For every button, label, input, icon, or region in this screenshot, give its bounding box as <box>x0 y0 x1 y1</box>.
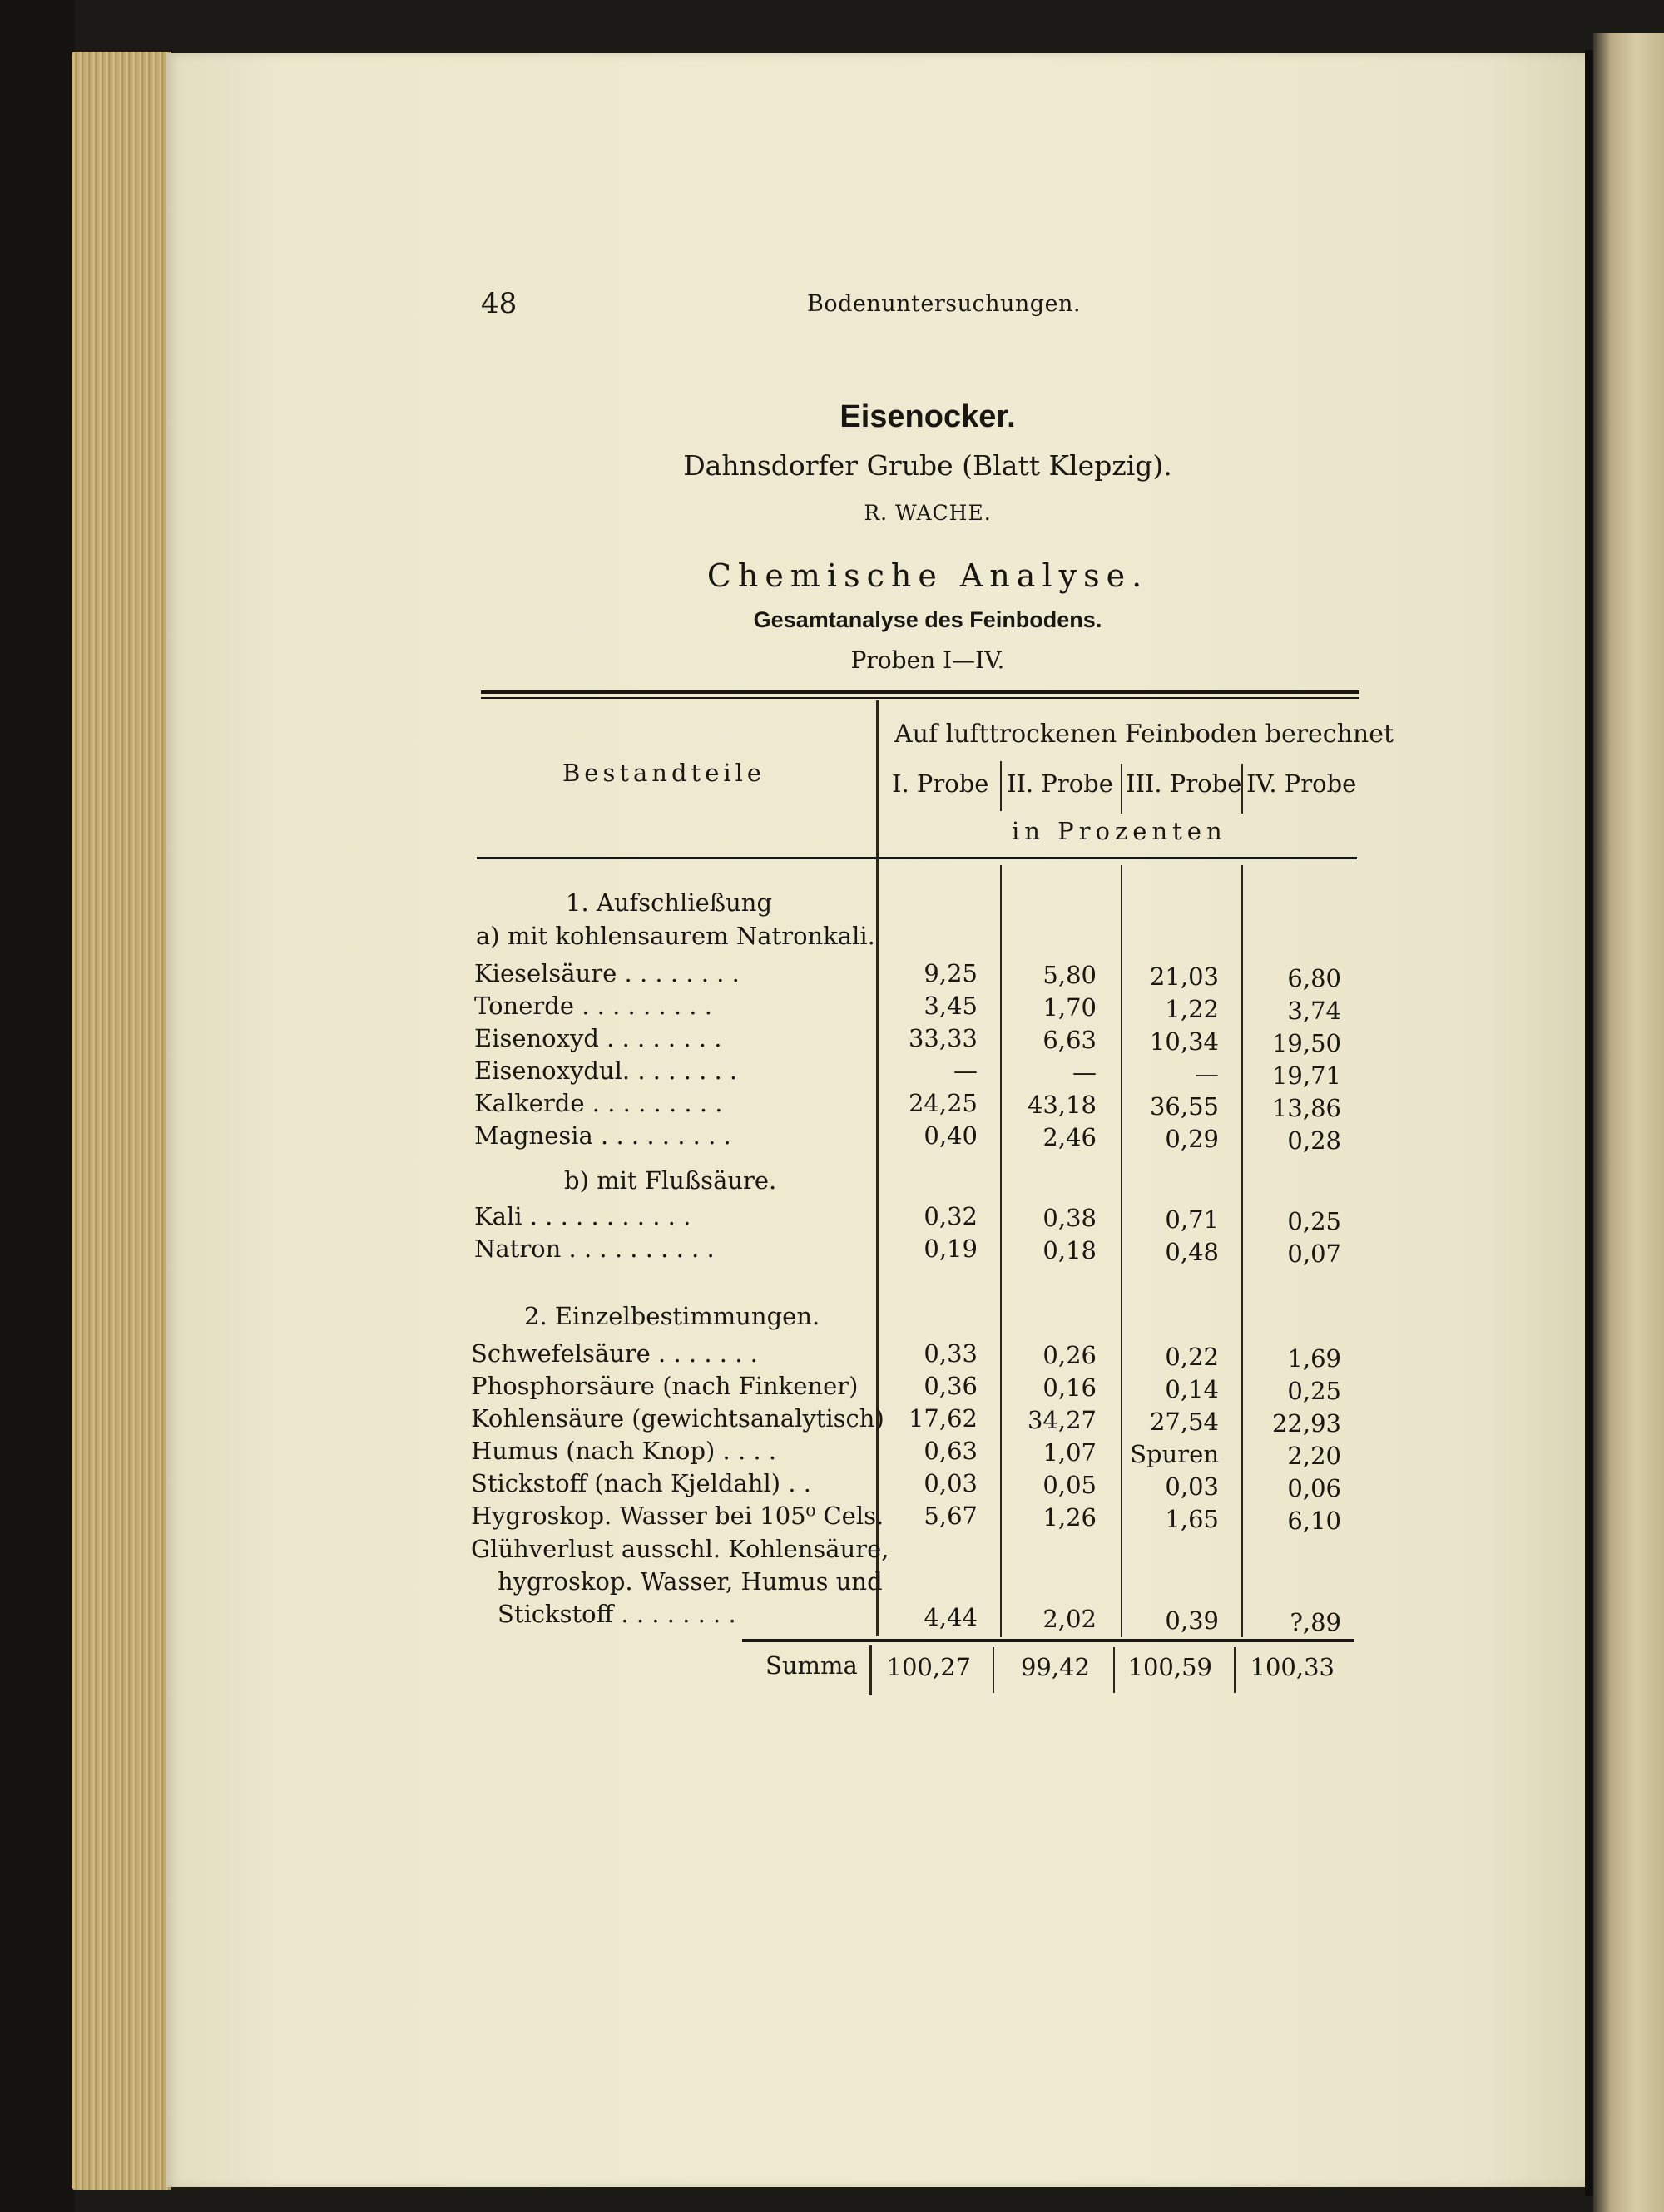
summa-probe-3: 100,59 <box>1127 1653 1212 1681</box>
cell-probe-3: 1,22 <box>1165 995 1219 1023</box>
column-header-probe-3: III. Probe <box>1126 769 1242 798</box>
summa-probe-2: 99,42 <box>1020 1653 1090 1681</box>
column-divider-header-2 <box>1121 764 1122 814</box>
column-header-unit: in Prozenten <box>1012 817 1227 845</box>
gluehverlust-label-line-3: Stickstoff . . . . . . . . <box>498 1600 736 1628</box>
cell-probe-2: 0,16 <box>1042 1373 1097 1402</box>
cell-probe-4: 1,69 <box>1287 1344 1341 1373</box>
cell-probe-4: 3,74 <box>1287 997 1341 1025</box>
cell-probe-2: 1,70 <box>1042 993 1097 1022</box>
cell-probe-2: 43,18 <box>1027 1091 1097 1119</box>
row-label: Magnesia . . . . . . . . . <box>474 1121 731 1150</box>
summa-rule <box>742 1639 1354 1642</box>
column-header-bestandteile: Bestandteile <box>562 759 766 787</box>
table-top-rule <box>481 690 1359 694</box>
section-1b-title: b) mit Flußsäure. <box>564 1166 777 1195</box>
cell-probe-2: 0,18 <box>1042 1236 1097 1264</box>
gluehverlust-probe-1: 4,44 <box>924 1603 978 1631</box>
cell-probe-4: 6,80 <box>1287 964 1341 992</box>
cell-probe-2: 1,07 <box>1042 1438 1097 1467</box>
cell-probe-4: 0,07 <box>1287 1240 1341 1268</box>
cell-probe-3: 10,34 <box>1149 1027 1219 1056</box>
cell-probe-3: 0,48 <box>1165 1238 1219 1266</box>
column-header-group: Auf lufttrockenen Feinboden berechnet <box>894 720 1394 749</box>
cell-probe-3: 27,54 <box>1149 1408 1219 1436</box>
cell-probe-1: 3,45 <box>924 992 978 1020</box>
cell-probe-3: — <box>1195 1060 1219 1088</box>
cell-probe-3: 0,71 <box>1165 1205 1219 1234</box>
cell-probe-1: 9,25 <box>924 959 978 987</box>
row-label: Kieselsäure . . . . . . . . <box>474 959 740 987</box>
cell-probe-1: 33,33 <box>908 1024 978 1052</box>
row-label: Schwefelsäure . . . . . . . <box>471 1339 758 1368</box>
gluehverlust-probe-3: 0,39 <box>1165 1606 1219 1635</box>
cell-probe-3: 0,03 <box>1165 1472 1219 1501</box>
row-label: Natron . . . . . . . . . . <box>474 1235 715 1263</box>
cell-probe-3: 1,65 <box>1165 1505 1219 1533</box>
row-label: Kohlensäure (gewichtsanalytisch) <box>471 1404 884 1433</box>
cell-probe-4: 13,86 <box>1271 1094 1341 1122</box>
cell-probe-2: 1,26 <box>1042 1503 1097 1532</box>
header-bottom-rule <box>477 857 1357 859</box>
cell-probe-4: 19,71 <box>1271 1061 1341 1090</box>
section-1a-title: a) mit kohlensaurem Natronkali. <box>476 922 875 950</box>
row-label: Kali . . . . . . . . . . . <box>474 1202 691 1230</box>
row-label: Stickstoff (nach Kjeldahl) . . <box>471 1469 811 1497</box>
column-header-probe-1: I. Probe <box>892 769 989 798</box>
gluehverlust-label-line-2: hygroskop. Wasser, Humus und <box>498 1567 883 1596</box>
book-cover-edge <box>0 0 75 2212</box>
gluehverlust-label-line-1: Glühverlust ausschl. Kohlensäure, <box>471 1535 889 1563</box>
cell-probe-4: 22,93 <box>1271 1409 1341 1438</box>
column-divider-header-1 <box>1000 761 1002 811</box>
cell-probe-1: 0,40 <box>924 1121 978 1150</box>
cell-probe-4: 6,10 <box>1287 1507 1341 1535</box>
cell-probe-1: 17,62 <box>908 1404 978 1433</box>
cell-probe-1: 0,19 <box>924 1235 978 1263</box>
row-label: Eisenoxydul. . . . . . . . <box>474 1057 738 1085</box>
cell-probe-2: 0,26 <box>1042 1341 1097 1369</box>
book-page <box>166 53 1597 2187</box>
cell-probe-3: 21,03 <box>1149 962 1219 991</box>
cell-probe-1: — <box>953 1057 978 1085</box>
row-label: Phosphorsäure (nach Finkener) <box>471 1372 859 1400</box>
page-number: 48 <box>481 287 518 320</box>
cell-probe-1: 0,36 <box>924 1372 978 1400</box>
cell-probe-2: 34,27 <box>1027 1406 1097 1434</box>
cell-probe-1: 24,25 <box>908 1089 978 1117</box>
table-top-rule-thin <box>481 697 1359 699</box>
cell-probe-1: 0,33 <box>924 1339 978 1368</box>
cell-probe-2: 0,05 <box>1042 1471 1097 1499</box>
cell-probe-3: 0,14 <box>1165 1375 1219 1403</box>
cell-probe-3: 0,29 <box>1165 1125 1219 1153</box>
cell-probe-4: 0,25 <box>1287 1207 1341 1235</box>
column-header-probe-2: II. Probe <box>1007 769 1113 798</box>
analysis-subheading: Gesamtanalyse des Feinbodens. <box>753 607 1102 632</box>
cell-probe-4: 2,20 <box>1287 1442 1341 1470</box>
cell-probe-3: Spuren <box>1130 1440 1219 1468</box>
cell-probe-4: 0,28 <box>1287 1126 1341 1155</box>
cell-probe-2: 6,63 <box>1042 1026 1097 1054</box>
cell-probe-2: 0,38 <box>1042 1204 1097 1232</box>
summa-label: Summa <box>765 1651 858 1680</box>
cell-probe-1: 0,32 <box>924 1202 978 1230</box>
author: R. WACHE. <box>864 501 992 525</box>
running-title: Bodenuntersuchungen. <box>807 291 1082 317</box>
row-label: Eisenoxyd . . . . . . . . <box>474 1024 722 1052</box>
analysis-heading: Chemische Analyse. <box>706 557 1149 594</box>
row-label: Kalkerde . . . . . . . . . <box>474 1089 723 1117</box>
cell-probe-4: 0,06 <box>1287 1474 1341 1502</box>
row-label: Tonerde . . . . . . . . . <box>474 992 712 1020</box>
row-label: Hygroskop. Wasser bei 105⁰ Cels. <box>471 1502 884 1530</box>
cell-probe-4: 19,50 <box>1271 1029 1341 1057</box>
section-1-title: 1. Aufschließung <box>566 888 773 917</box>
row-label: Humus (nach Knop) . . . . <box>471 1437 777 1465</box>
cell-probe-2: 5,80 <box>1042 961 1097 989</box>
gluehverlust-probe-4: ?,89 <box>1290 1608 1341 1636</box>
cell-probe-1: 0,63 <box>924 1437 978 1465</box>
summa-probe-4: 100,33 <box>1250 1653 1335 1681</box>
cell-probe-3: 36,55 <box>1149 1092 1219 1121</box>
column-header-probe-4: IV. Probe <box>1246 769 1357 798</box>
summa-probe-1: 100,27 <box>886 1653 971 1681</box>
cell-probe-2: 2,46 <box>1042 1123 1097 1151</box>
cell-probe-4: 0,25 <box>1287 1377 1341 1405</box>
document-subtitle: Dahnsdorfer Grube (Blatt Klepzig). <box>683 449 1172 482</box>
section-2-title: 2. Einzelbestimmungen. <box>524 1302 820 1330</box>
cell-probe-1: 5,67 <box>924 1502 978 1530</box>
cell-probe-1: 0,03 <box>924 1469 978 1497</box>
gluehverlust-probe-2: 2,02 <box>1042 1605 1097 1633</box>
document-title: Eisenocker. <box>839 399 1016 434</box>
samples-line: Proben I—IV. <box>850 646 1005 674</box>
facing-page-edge <box>1593 33 1664 2212</box>
cell-probe-2: — <box>1072 1058 1097 1086</box>
cell-probe-3: 0,22 <box>1165 1343 1219 1371</box>
page-stack-edge <box>72 52 171 2190</box>
